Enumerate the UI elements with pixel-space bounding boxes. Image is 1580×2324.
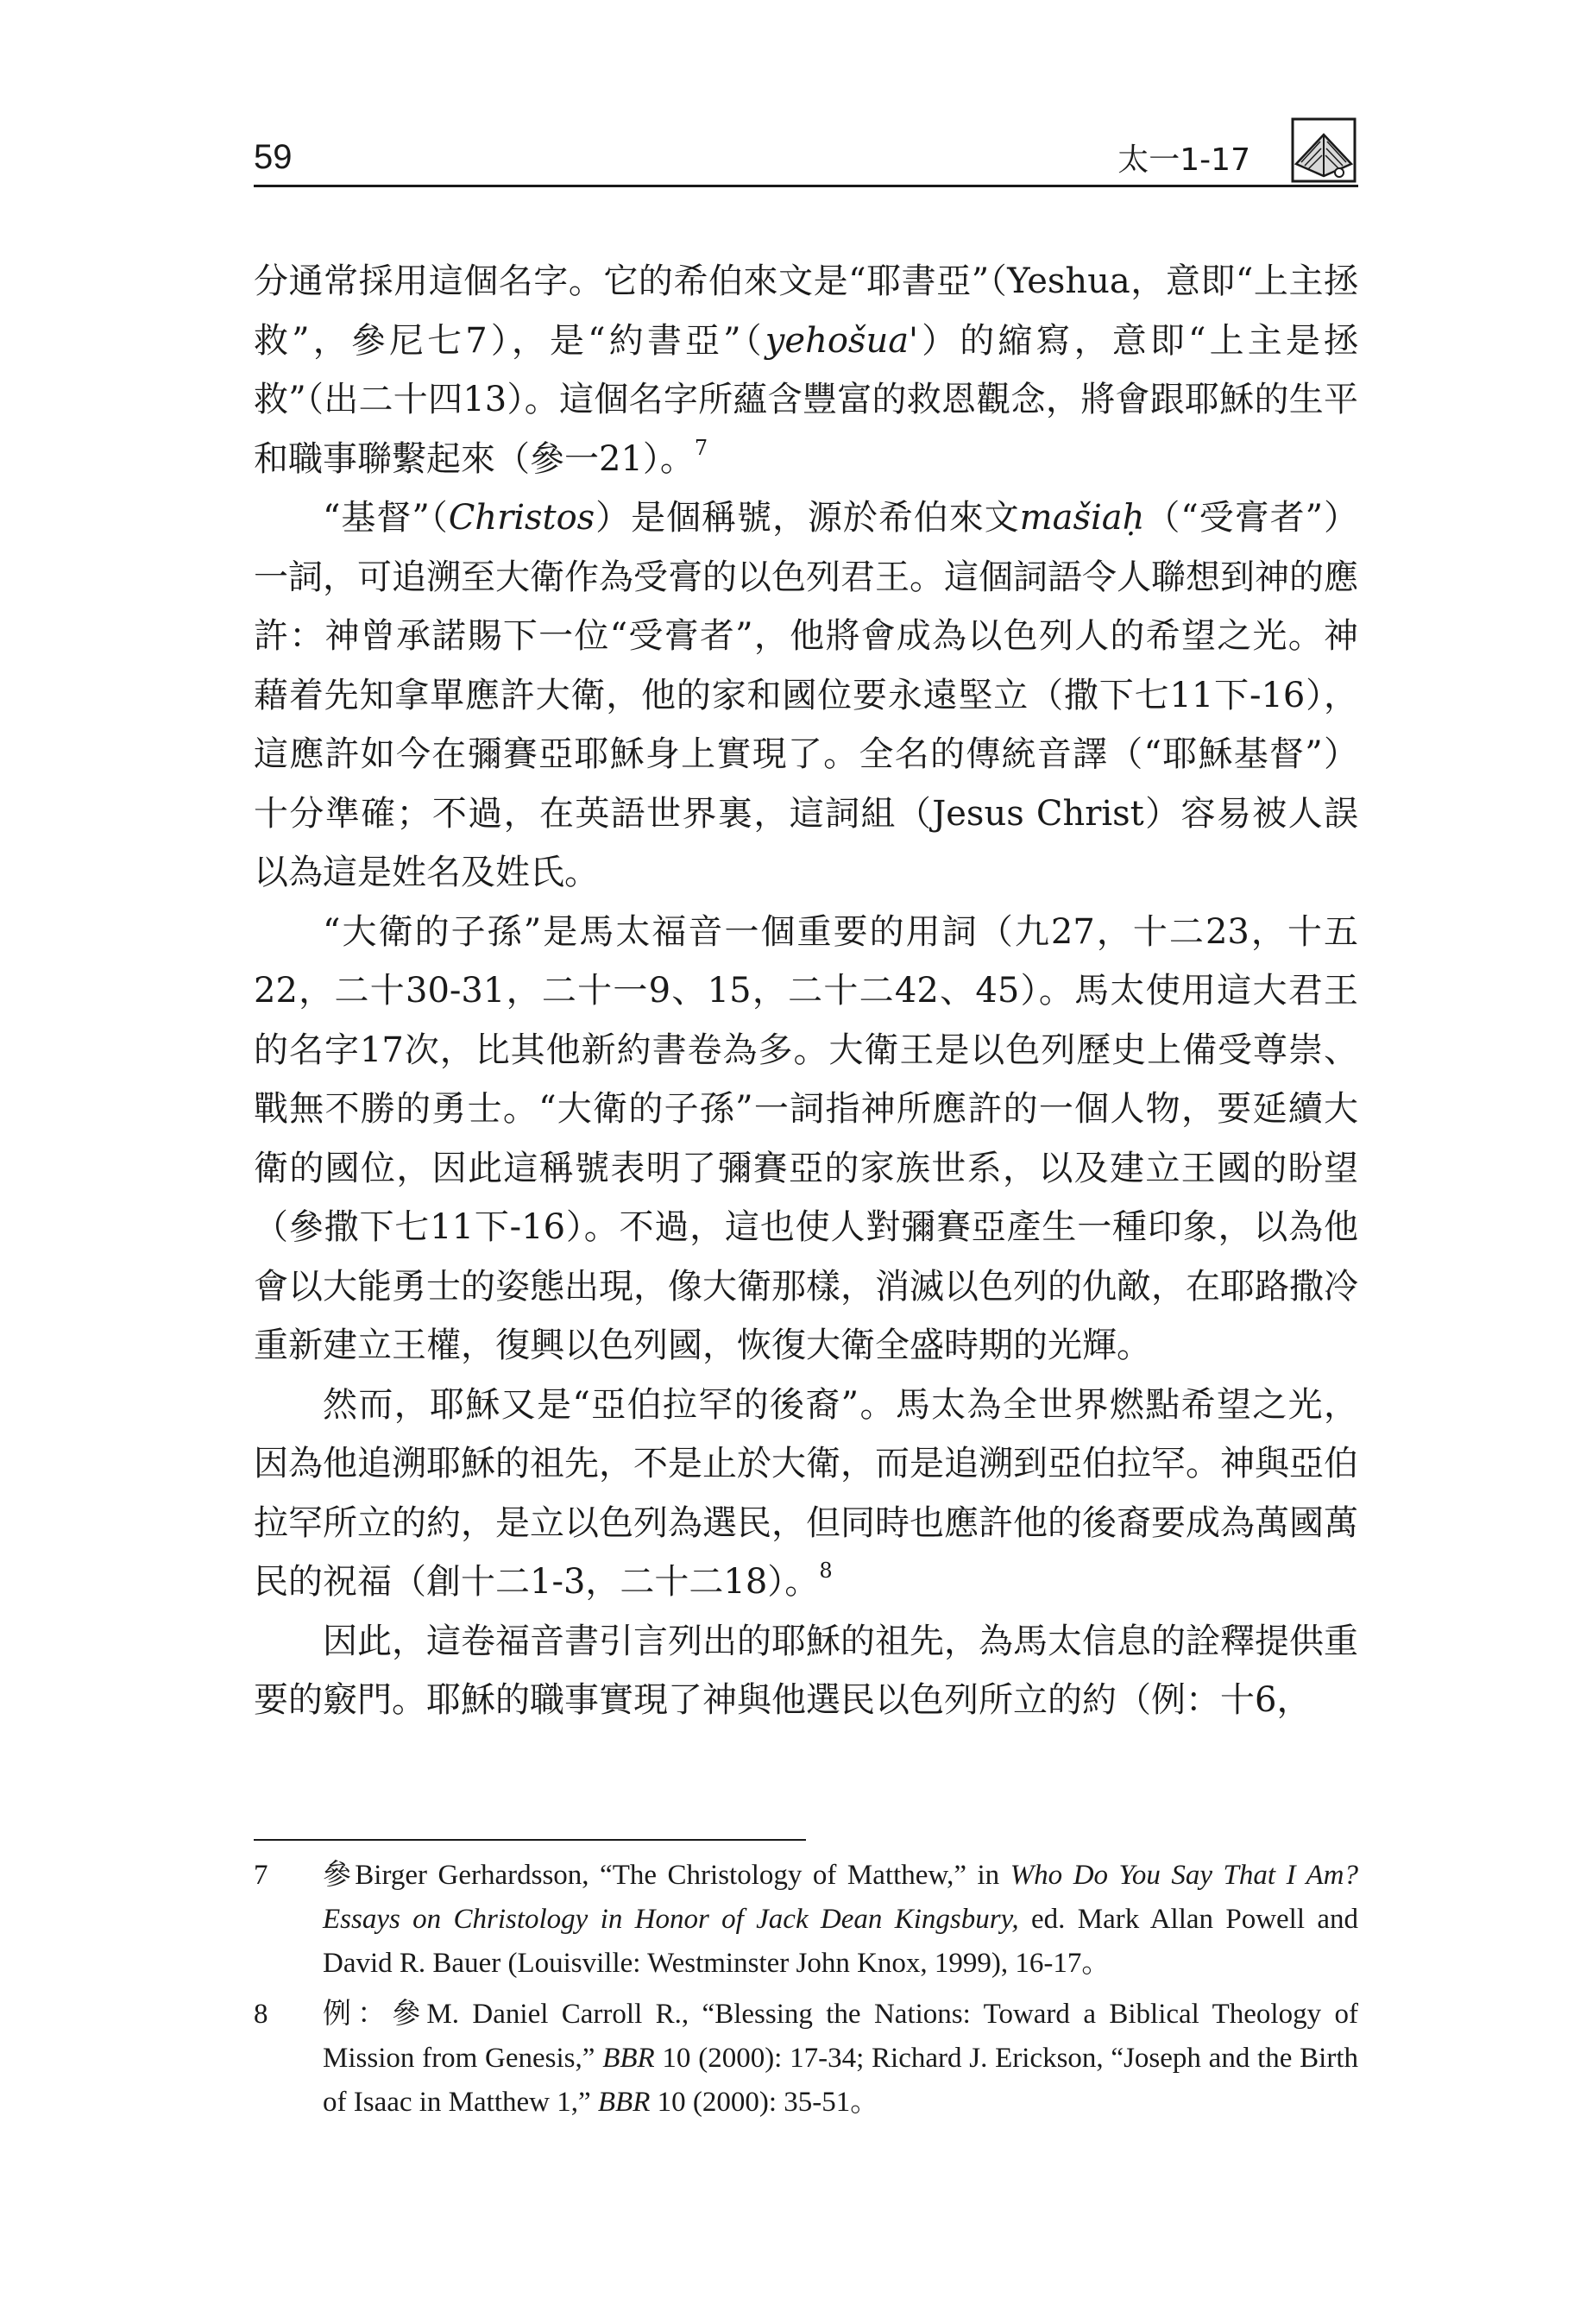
- paragraph-2: [254, 488, 1358, 903]
- paragraph-5: 因此，這卷福音書引言列出的耶穌的祖先，為馬太信息的詮釋提供重要的竅門。耶穌的職事實現了神與他選民以色列所立的約（例：十6，: [254, 1621, 1358, 1720]
- footnote-text: [323, 1993, 1358, 2125]
- footnote-8: [254, 1993, 1358, 2125]
- footnote-ref-8: 8: [819, 1559, 833, 1583]
- footnote-ref-7: 7: [694, 435, 708, 460]
- page-number: 59: [254, 138, 293, 176]
- open-book-icon: [1289, 116, 1358, 185]
- paragraph-4-text: 然而，耶穌又是“亞伯拉罕的後裔”。馬太為全世界燃點希望之光，因為他追溯耶穌的祖先，不是止於大衛，而是追溯到亞伯拉罕。神與亞伯拉罕所立的約，是立以色列為選民，但同時也應許他的後裔要成為萬國萬民的祝福（創十二1-3，二十二18）。: [254, 1384, 1358, 1602]
- footnote-8-text-a: 例：參M. Daniel Carroll R., “Blessing the Nations: Toward a Biblical Theology of Mission from Genesis,”: [323, 1999, 1358, 2074]
- paragraph-2-hebrew-term: mašiaḥ: [1019, 498, 1145, 538]
- header-rule: [254, 185, 1358, 187]
- paragraph-1-hebrew-term: yehošua': [765, 320, 919, 361]
- main-text: [254, 252, 1358, 1730]
- footnote-8-journal-title-2: BBR: [597, 2087, 651, 2118]
- paragraph-2-text-a: “基督”（: [323, 498, 449, 538]
- footnote-7: [254, 1854, 1358, 1986]
- paragraph-2-greek-term: Christos: [448, 498, 595, 538]
- footnote-7-book-title: Who Do You Say That I Am? Essays on Christology in Honor of Jack Dean Kingsbury,: [323, 1860, 1359, 1935]
- footnote-rule: [254, 1839, 806, 1841]
- paragraph-1: [254, 252, 1358, 488]
- footnote-text: [323, 1854, 1358, 1986]
- paragraph-1-text-a: 分通常採用這個名字。它的希伯來文是“耶書亞”（Yeshua，意即“上主拯救”，參尼七7），是“約書亞”（: [254, 261, 1358, 361]
- footnote-number: 8: [254, 1999, 268, 2030]
- running-head: 太一1-17: [1117, 142, 1250, 178]
- paragraph-1-text-c: ）的縮寫，意即“上主是拯救”（出二十四13）。這個名字所蘊含豐富的救恩觀念，將會跟耶穌的生平和職事聯繫起來（參一21）。: [254, 320, 1358, 479]
- paragraph-2-text-c: ）是個稱號，源於希伯來文: [595, 498, 1020, 538]
- footnote-8-text-c: 10 (2000): 17-34; Richard J. Erickson, “Joseph and the Birth of Isaac in Matthew 1,”: [323, 2043, 1358, 2118]
- footnote-number: 7: [254, 1860, 268, 1891]
- paragraph-4: [254, 1376, 1358, 1612]
- footnotes: [254, 1854, 1358, 2132]
- paragraph-3: “大衛的子孫”是馬太福音一個重要的用詞（九27，十二23，十五22，二十30-31，二十一9、15，二十二42、45）。馬太使用這大君王的名字17次，比其他新約書卷為多。大衛王是以色列歷史上備受尊崇、戰無不勝的勇士。“大衛的子孫”一詞指神所應許的一個人物，要延續大衛的國位，因此這稱號表明了彌賽亞的家族世系，以及建立王國的盼望（參撒下七11下-16）。不過，這也使人對彌賽亞產生一種印象，以為他會以大能勇士的姿態出現，像大衛那樣，消滅以色列的仇敵，在耶路撒冷重新建立王權，復興以色列國，恢復大衛全盛時期的光輝。: [254, 911, 1358, 1365]
- footnote-8-text-e: 10 (2000): 35-51。: [650, 2087, 879, 2118]
- footnote-8-journal-title: BBR: [602, 2043, 655, 2074]
- footnote-7-text-c: ed. Mark Allan Powell and David R. Bauer (Louisville: Westminster John Knox, 1999), 16-17。: [323, 1904, 1358, 1979]
- footnote-7-text-a: 參Birger Gerhardsson, “The Christology of Matthew,” in: [323, 1860, 1010, 1891]
- paragraph-2-text-e: （“受膏者”）一詞，可追溯至大衛作為受膏的以色列君王。這個詞語令人聯想到神的應許：神曾承諾賜下一位“受膏者”，他將會成為以色列人的希望之光。神藉着先知拿單應許大衛，他的家和國位要永遠堅立（撒下七11下-16），這應許如今在彌賽亞耶穌身上實現了。全名的傳統音譯（“耶穌基督”）十分準確；不過，在英語世界裏，這詞組（Jesus Christ）容易被人誤以為這是姓名及姓氏。: [254, 498, 1359, 892]
